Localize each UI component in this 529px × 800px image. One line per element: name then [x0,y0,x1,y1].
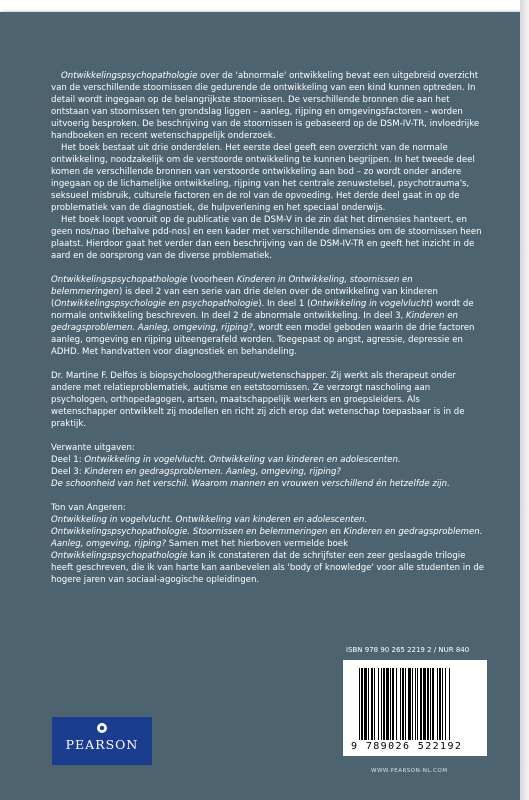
barcode-bar [364,668,367,740]
barcode-bar [378,668,379,740]
author-paragraph: Dr. Martine F. Delfos is biopsycholoog/therapeut/wetenschapper. Zij werkt als therapeut onder andere met relatieproblematiek, autisme en eetstoornissen. Ze verzorgt nascholing aan psychologen, orthopedagogen, artsen, maatschappelijk werkers en groepsleiders. Als wetenschapper ontwikkelt zij modellen en richt zij zich erop dat wetenschap toepasbaar is in de praktijk. [51,371,465,429]
page-edge [520,0,529,800]
barcode-bar [427,668,429,740]
barcode-bar [430,668,431,740]
barcode-bar [374,668,375,740]
barcode-bar [415,668,416,740]
barcode-bar [402,668,404,740]
review-paragraph: Ontwikkeling in vogelvlucht. Ontwikkeling van kinderen en adolescenten. Ontwikkelingspsychopathologie. Stoornissen en belemmeringen en Kinderen en gedragsproblemen. Aanleg, omgeving, rijping? Samen met het hierboven vermelde boek Ontwikkelingspsychopathologie kan ik constateren dat de schrijfster een zeer geslaagde trilogie heeft geschreven, die ik van harte kan aanbevelen als 'body of knowledge' voor alle studenten in de hogere jaren van sociaal-agogische opleidingen. [51,515,485,585]
barcode-bar [396,668,397,740]
barcode-bar [392,668,394,740]
related-item: Deel 3: Kinderen en gedragsproblemen. Aanleg, omgeving, rijping? [51,467,341,477]
barcode-bar [420,668,422,740]
barcode-bar [383,668,385,740]
barcode-bar [381,668,382,740]
barcode-bar [423,668,426,740]
barcode-bar [368,668,369,740]
barcode-bar [400,668,401,740]
publisher-name: PEARSON [65,737,139,752]
barcode-bar [445,668,446,740]
barcode-bar [412,668,413,740]
publisher-logo [52,717,152,765]
series-paragraph: Ontwikkelingspsychopathologie (voorheen Kinderen in Ontwikkeling, stoornissen en belemmeringen) is deel 2 van een serie van drie delen over de ontwikkeling van kinderen (Ontwikkelingspsychologie en psychopathologie). In deel 1 (Ontwikkeling in vogelvlucht) wordt de normale ontwikkeling beschreven. In deel 2 de abnormale ontwikkeling. In deel 3, Kinderen en gedragsproblemen. Aanleg, omgeving, rijping?, wordt een model geboden waarin de drie factoren aanleg, omgeving en rijping uiteengerafeld worden. Toegepast op angst, agressie, depressie en ADHD. Met handvatten voor diagnostiek en behandeling. [51,275,475,357]
reviewer-name: Ton van Angeren: [51,503,126,513]
barcode [343,660,487,756]
barcode-bar [405,668,406,740]
barcode-bar [408,668,411,740]
barcode-bar [386,668,389,740]
barcode-bar [359,668,360,740]
barcode-bar [442,668,443,740]
barcode-bar [361,668,363,740]
publisher-url: WWW.PEARSON-NL.COM [371,768,448,774]
barcode-bar [371,668,373,740]
related-item: Deel 1: Ontwikkeling in vogelvlucht. Ontwikkeling van kinderen en adolescenten. [51,455,401,465]
barcode-digits: 9 789026 522192 [351,741,463,752]
related-item: De schoonheid van het verschil. Waarom mannen en vrouwen verschillend én hetzelfde zijn. [51,479,450,489]
barcode-bar [390,668,391,740]
description-paragraph-1: Ontwikkelingspsychopathologie over de 'abnormale' ontwikkeling bevat een uitgebreid overzicht van de verschillende stoornissen die gedurende de ontwikkeling van een kind kunnen optreden. In detail wordt ingegaan op de belangrijkste stoornissen. De verschillende bronnen die aan het ontstaan van stoornissen ten grondslag liggen – aanleg, rijping en omgevingsfactoren – worden uitvoerig besproken. De beschrijving van de stoornissen is gebaseerd op de DSM-IV-TR, invloedrijke handboeken en recent wetenschappelijk onderzoek. [51,71,480,141]
related-heading: Verwante uitgaven: [51,443,135,453]
back-cover-text [51,70,485,586]
barcode-bar [437,668,438,740]
logo-mark-icon [96,722,108,734]
barcode-bar [432,668,434,740]
barcode-bar [449,668,450,740]
barcode-bar [439,668,441,740]
isbn-text: ISBN 978 90 265 2219 2 / NUR 840 [346,646,470,654]
description-paragraph-3: Het boek loopt vooruit op de publicatie van de DSM-V in de zin dat het dimensies hanteert, en geen nos/nao (behalve pdd-nos) en een kader met verschillende dimensies om de stoornissen heen plaatst. Hierdoor gaat het verder dan een beschrijving van de DSM-IV-TR en geeft het inzicht in de aard en de oorsprong van de diverse problematiek. [51,215,482,261]
description-paragraph-2: Het boek bestaat uit drie onderdelen. Het eerste deel geeft een overzicht van de normale ontwikkeling, noodzakelijk om de verstoorde ontwikkeling te kunnen begrijpen. In het tweede deel komen de verschillende bronnen van verstoorde ontwikkeling aan bod – zo wordt onder andere ingegaan op de lichamelijke ontwikkeling, rijping van het centrale zenuwstelsel, psychotrauma's, seksueel misbruik, culturele factoren en de rol van de opvoeding. Het derde deel gaat in op de problematiek van de diagnostiek, de hulpverlening en het speciaal onderwijs. [51,143,475,213]
barcode-bar [417,668,418,740]
